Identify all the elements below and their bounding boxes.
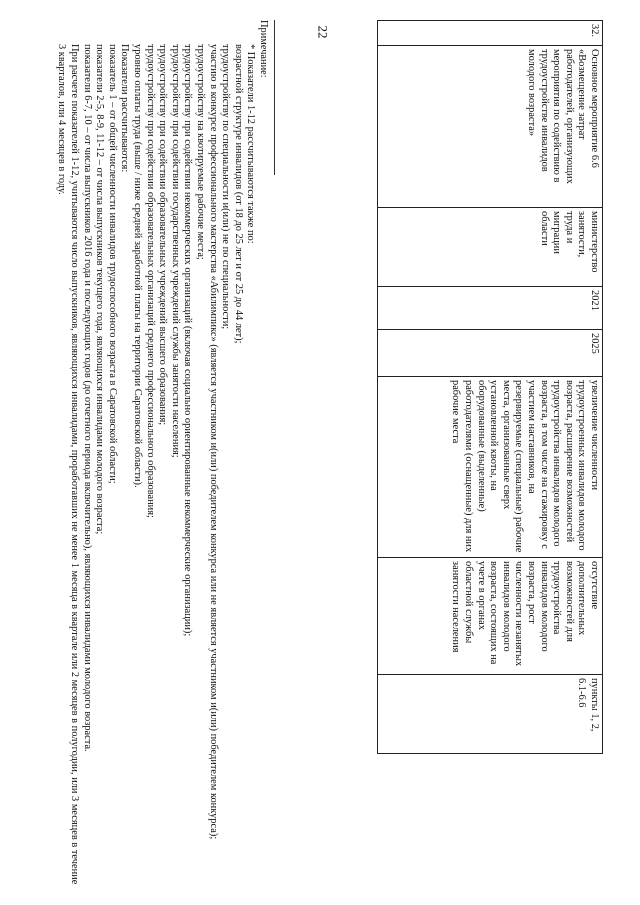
note-line: трудоустройству при содействии государственных учреждений службы занятости населения; bbox=[169, 44, 181, 458]
footnote-divider bbox=[274, 20, 275, 175]
page-number: 22 bbox=[315, 25, 331, 39]
note-line: трудоустройству при содействии образовательных организаций среднего профессионального образования; bbox=[144, 44, 156, 518]
measures-table bbox=[377, 20, 603, 754]
row-number-cell: 32. bbox=[378, 21, 603, 46]
note-line: показатели 6-7, 10 – от числа выпускников 2016 года и последующих годов (до отчетного периода включительно), являющихся инвалидами молодого возраста. bbox=[81, 44, 93, 752]
note-line: показатели 2-5, 8-9, 11-12 – от числа выпускников текущего года, являющихся инвалидами молодого возраста; bbox=[94, 44, 106, 535]
note-line: Показатели рассчитываются: bbox=[119, 44, 131, 173]
year-end-cell: 2025 bbox=[378, 330, 603, 377]
note-line: участию в конкурсе профессионального мастерства «Абилимпикс» (является участником и(или) победителем конкурса или не является участником и(или) победителем конкурса); bbox=[207, 44, 219, 840]
note-line: * Показатели 1-12 рассчитываются также по: bbox=[245, 44, 257, 244]
indicators-cell: пункты 1, 2, 6.1-6.6 bbox=[378, 675, 603, 754]
note-line: трудоустройству при содействии некоммерческих организаций (включая социально ориентированные некоммерческие организации); bbox=[182, 44, 194, 637]
note-line: трудоустройству при содействии образовательных учреждений высшего образования; bbox=[157, 44, 169, 426]
table-row bbox=[378, 21, 603, 754]
note-title: Примечание: bbox=[258, 20, 269, 78]
note-line: возрастной структуре инвалидов (от 18 до 25 лет и от 25 до 44 лет); bbox=[232, 44, 244, 344]
note-line: При расчете показателей 1-12, учитываются число выпускников, являющихся инвалидами, проработавших не менее 1 месяца в квартале или 2 месяцев в полугодии, или 3 месяцев в течение 3 кварталов, или 4 месяцев в году. bbox=[56, 44, 81, 885]
note-line: трудоустройству по специальности и(или) не по специальности; bbox=[220, 44, 232, 330]
rotated-page-content bbox=[55, 20, 615, 890]
note-block bbox=[55, 20, 269, 888]
note-line: показатель 1 – от общей численности инвалидов трудоспособного возраста в Саратовской области; bbox=[106, 44, 118, 484]
consequences-cell: отсутствие дополнительных возможностей для трудоустройства инвалидов молодого возраста, рост численности незанятых инвалидов молодого возраста, состоящих на учете в органах областной службы занятости населения bbox=[378, 558, 603, 675]
note-line: уровню оплаты труда (выше / ниже средней заработной платы на территории Саратовской области). bbox=[132, 44, 144, 488]
executor-cell: министерство занятости, труда и миграции области bbox=[378, 208, 603, 287]
expected-result-cell: увеличение численности трудоустроенных инвалидов молодого возраста, расширение возможностей трудоустройства инвалидов молодого возраста, в том числе на стажировку с участием наставников, на резервируемые (специальные) рабочие места, организованные сверх установленной квоты, на оборудованные (выделенные) работодателями (оснащенные) для них рабочие места bbox=[378, 377, 603, 558]
measure-name-cell: Основное мероприятие 6.6 «Возмещение затрат работодателей, организующих мероприятия по содействию в трудоустройстве инвалидов молодого возраста» bbox=[378, 46, 603, 208]
note-line: трудоустройству на квотируемые рабочие места; bbox=[195, 44, 207, 260]
year-start-cell: 2021 bbox=[378, 287, 603, 330]
